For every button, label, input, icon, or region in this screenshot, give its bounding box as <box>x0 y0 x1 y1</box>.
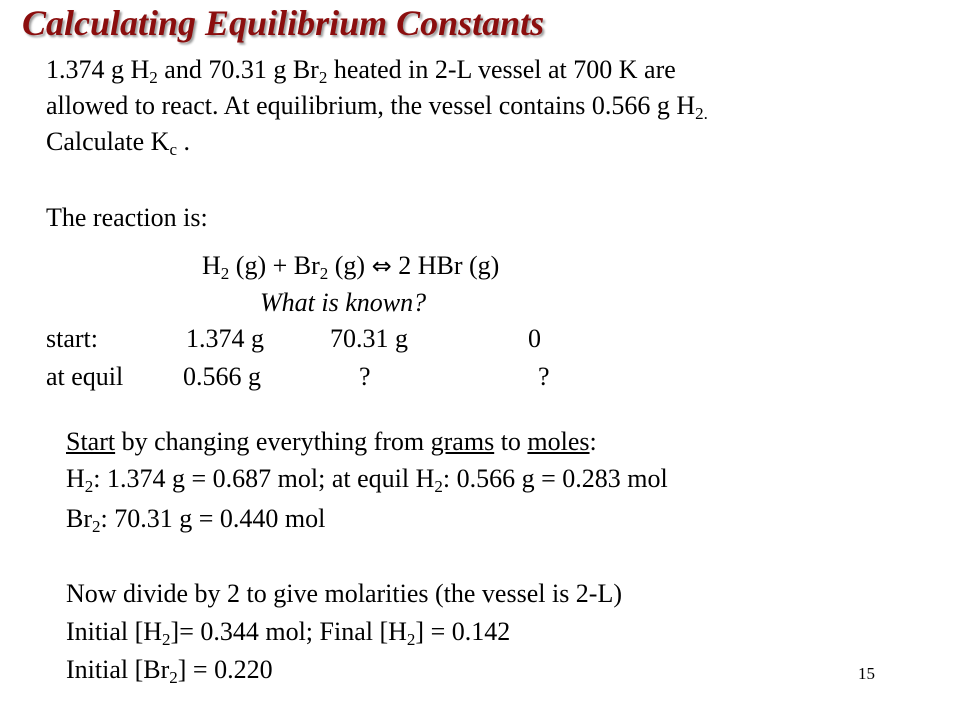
start-hbr: 0 <box>528 324 541 353</box>
problem-line-1: 1.374 g $H_2$ and 70.31 g $Br_2$ heated in 2-L vessel at 700 K are <box>46 55 676 87</box>
equilibrium-arrow-icon: ⇔ <box>371 252 392 280</box>
solution-line-1: Start by changing everything from grams to moles: <box>66 427 597 456</box>
solution-line-5: Initial $[H_2]= 0.344$ mol; Final $[H_2] = 0.142$ <box>66 617 511 649</box>
reaction-equation: $H_2$ $(g) + Br_2$ (g) ⇔ 2 HBr (g) <box>202 251 500 283</box>
known-heading: What is known? <box>260 288 427 317</box>
known-equil-row <box>0 362 960 396</box>
solution-line-2: $H_2$: 1.374 g = 0.687 mol; at equil $H_2$: 0.566 g = 0.283 mol <box>66 464 668 496</box>
equil-br2: ? <box>359 362 371 391</box>
solution-line-4: Now divide by 2 to give molarities (the vessel is 2-L) <box>66 579 623 608</box>
start-h2: 1.374 g <box>186 324 264 353</box>
known-start-row <box>0 324 960 358</box>
problem-line-3: Calculate $K_c$ . <box>46 127 190 159</box>
problem-line-2: allowed to react. At equilibrium, the vessel contains 0.566 g $H_{2.}$ <box>46 91 708 123</box>
equil-label: at equil <box>46 362 124 391</box>
solution-line-6: Initial $[Br_2] = 0.220$ <box>66 655 273 687</box>
page-number: 15 <box>858 664 875 683</box>
start-br2: 70.31 g <box>330 324 408 353</box>
reaction-intro: The reaction is: <box>46 203 208 232</box>
solution-line-3: $Br_2$: 70.31 g = 0.440 mol <box>66 504 326 536</box>
slide-title: Calculating Equilibrium Constants <box>22 3 545 43</box>
start-label: start: <box>46 324 98 353</box>
equil-hbr: ? <box>538 362 550 391</box>
equil-h2: 0.566 g <box>183 362 261 391</box>
